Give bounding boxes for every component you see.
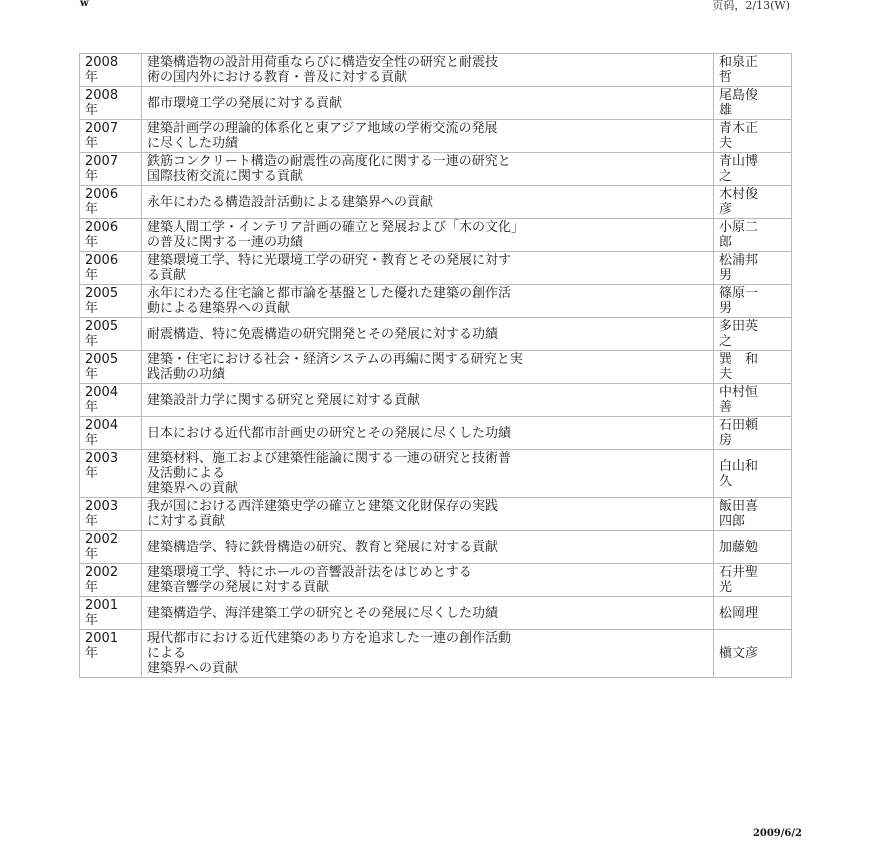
name-line: 石田頼 [719, 418, 759, 433]
award-recipient-cell [714, 384, 792, 417]
name-line: 青山博 [719, 154, 759, 169]
award-description-cell [142, 630, 714, 678]
award-row [80, 531, 792, 564]
name-line: 哲 [719, 70, 733, 85]
year-line: 年 [85, 613, 99, 628]
desc-line: 国際技術交流に関する貢献 [147, 169, 304, 184]
award-description-cell [142, 417, 714, 450]
name-line: 光 [719, 580, 733, 595]
award-description-cell [142, 318, 714, 351]
year-line: 2001 [85, 631, 119, 646]
desc-line: 建築音響学の発展に対する貢献 [147, 580, 330, 595]
desc-line: 建築構造物の設計用荷重ならびに構造安全性の研究と耐震技 [147, 55, 499, 70]
name-line: 木村俊 [719, 187, 759, 202]
award-recipient-cell [714, 153, 792, 186]
year-line: 年 [85, 169, 99, 184]
year-line: 2006 [85, 220, 119, 235]
award-row [80, 450, 792, 498]
name-line: 雄 [719, 103, 733, 118]
award-description-cell [142, 54, 714, 87]
year-line: 年 [85, 514, 99, 529]
desc-line: 鉄筋コンクリート構造の耐震性の高度化に関する一連の研究と [147, 154, 511, 169]
award-row [80, 285, 792, 318]
year-line: 年 [85, 235, 99, 250]
award-description-cell [142, 219, 714, 252]
name-line: 房 [719, 433, 733, 448]
award-description-cell [142, 531, 714, 564]
award-year-cell [80, 252, 142, 285]
year-line: 2008 [85, 88, 119, 103]
award-year-cell [80, 318, 142, 351]
award-row [80, 564, 792, 597]
name-line: 男 [719, 301, 733, 316]
desc-line: 建築環境工学、特に光環境工学の研究・教育とその発展に対す [147, 253, 512, 268]
name-line: 夫 [719, 136, 733, 151]
award-row [80, 252, 792, 285]
award-recipient-cell [714, 54, 792, 87]
name-line: 松岡理 [719, 605, 759, 621]
award-recipient-cell [714, 219, 792, 252]
year-line: 2008 [85, 55, 119, 70]
name-line: 郎 [719, 235, 733, 250]
name-line: 久 [719, 473, 733, 489]
year-line: 2005 [85, 352, 119, 367]
award-year-cell [80, 630, 142, 678]
name-line: 之 [719, 169, 733, 184]
award-recipient-cell [714, 351, 792, 384]
year-line: 2004 [85, 385, 119, 400]
award-description-cell [142, 498, 714, 531]
name-line: 青木正 [719, 121, 759, 136]
award-description-cell [142, 252, 714, 285]
award-row [80, 120, 792, 153]
name-line: 巽 和 [719, 352, 759, 367]
award-recipient-cell [714, 564, 792, 597]
desc-line: 建築材料、施工および建築性能論に関する一連の研究と技術普 [147, 451, 512, 466]
award-recipient-cell [714, 252, 792, 285]
name-line: 槇文彦 [719, 646, 759, 661]
desc-line: 建築人間工学・インテリア計画の確立と発展および「木の文化」 [147, 220, 525, 235]
award-description-cell [142, 597, 714, 630]
header-mark: w [80, 0, 89, 9]
award-recipient-cell [714, 417, 792, 450]
awards-table [79, 53, 792, 678]
desc-line: による [147, 646, 187, 661]
desc-line: 日本における近代都市計画史の研究とその発展に尽くした功績 [147, 425, 512, 441]
award-row [80, 87, 792, 120]
desc-line: 永年にわたる構造設計活動による建築界への貢献 [147, 194, 434, 210]
year-line: 2002 [85, 565, 119, 580]
award-recipient-cell [714, 87, 792, 120]
year-line: 2003 [85, 451, 119, 466]
award-recipient-cell [714, 120, 792, 153]
award-year-cell [80, 531, 142, 564]
award-year-cell [80, 417, 142, 450]
name-line: 四郎 [719, 514, 746, 529]
award-description-cell [142, 351, 714, 384]
year-line: 年 [85, 433, 99, 448]
award-year-cell [80, 153, 142, 186]
page-number: 页码，2/13(W) [712, 0, 790, 12]
desc-line: 建築計画学の理論的体系化と東アジア地域の学術交流の発展 [147, 121, 498, 136]
desc-line: 現代都市における近代建築のあり方を追求した一連の創作活動 [147, 631, 512, 646]
award-description-cell [142, 153, 714, 186]
desc-line: の普及に関する一連の功績 [147, 235, 304, 250]
year-line: 2004 [85, 418, 119, 433]
award-year-cell [80, 564, 142, 597]
year-line: 年 [85, 301, 99, 316]
name-line: 和泉正 [719, 55, 759, 70]
award-recipient-cell [714, 186, 792, 219]
year-line: 年 [85, 136, 99, 151]
desc-line: 及活動による [147, 466, 226, 481]
name-line: 男 [719, 268, 733, 283]
award-recipient-cell [714, 318, 792, 351]
award-description-cell [142, 384, 714, 417]
desc-line: 建築環境工学、特にホールの音響設計法をはじめとする [147, 565, 472, 580]
award-recipient-cell [714, 450, 792, 498]
year-line: 年 [85, 400, 99, 415]
year-line: 2006 [85, 187, 119, 202]
desc-line: 永年にわたる住宅論と都市論を基盤とした優れた建築の創作活 [147, 286, 512, 301]
award-description-cell [142, 564, 714, 597]
awards-table-body [80, 54, 792, 678]
footer-date: 2009/6/2 [752, 828, 802, 839]
award-row [80, 597, 792, 630]
award-recipient-cell [714, 498, 792, 531]
award-description-cell [142, 186, 714, 219]
desc-line: 建築構造学、特に鉄骨構造の研究、教育と発展に対する貢献 [147, 539, 499, 555]
year-line: 2007 [85, 154, 119, 169]
desc-line: 動による建築界への貢献 [147, 301, 291, 316]
name-line: 彦 [719, 202, 733, 217]
year-line: 2007 [85, 121, 119, 136]
award-year-cell [80, 384, 142, 417]
award-row [80, 351, 792, 384]
desc-line: 都市環境工学の発展に対する貢献 [147, 95, 343, 111]
year-line: 年 [85, 334, 99, 349]
award-recipient-cell [714, 597, 792, 630]
award-recipient-cell [714, 630, 792, 678]
award-row [80, 153, 792, 186]
award-row [80, 384, 792, 417]
year-line: 2006 [85, 253, 119, 268]
name-line: 篠原一 [719, 286, 759, 301]
year-line: 年 [85, 103, 99, 118]
year-line: 年 [85, 367, 99, 382]
award-year-cell [80, 450, 142, 498]
award-description-cell [142, 120, 714, 153]
name-line: 多田英 [719, 319, 759, 334]
award-year-cell [80, 597, 142, 630]
award-year-cell [80, 285, 142, 318]
desc-line: 耐震構造、特に免震構造の研究開発とその発展に対する功績 [147, 326, 499, 342]
name-line: 石井聖 [719, 565, 759, 580]
award-year-cell [80, 219, 142, 252]
name-line: 加藤勉 [719, 539, 759, 555]
award-row [80, 186, 792, 219]
year-line: 2005 [85, 319, 119, 334]
year-line: 年 [85, 580, 99, 595]
name-line: 之 [719, 334, 733, 349]
desc-line: に尽くした功績 [147, 136, 239, 151]
year-line: 年 [85, 202, 99, 217]
award-year-cell [80, 498, 142, 531]
year-line: 年 [85, 547, 99, 562]
desc-line: 我が国における西洋建築史学の確立と建築文化財保存の実践 [147, 499, 499, 514]
name-line: 小原二 [719, 220, 759, 235]
award-row [80, 318, 792, 351]
name-line: 善 [719, 400, 733, 415]
award-year-cell [80, 120, 142, 153]
award-year-cell [80, 87, 142, 120]
year-line: 年 [85, 646, 99, 661]
desc-line: る貢献 [147, 268, 187, 283]
award-row [80, 498, 792, 531]
name-line: 白山和 [719, 458, 759, 474]
award-year-cell [80, 186, 142, 219]
award-description-cell [142, 285, 714, 318]
year-line: 年 [85, 70, 99, 85]
desc-line: 践活動の功績 [147, 367, 226, 382]
year-line: 2005 [85, 286, 119, 301]
award-year-cell [80, 54, 142, 87]
year-line: 2003 [85, 499, 119, 514]
award-row [80, 219, 792, 252]
award-row [80, 54, 792, 87]
desc-line: 建築界への貢献 [147, 661, 239, 676]
year-line: 2002 [85, 532, 119, 547]
name-line: 夫 [719, 367, 733, 382]
year-line: 年 [85, 466, 99, 481]
award-recipient-cell [714, 285, 792, 318]
desc-line: 建築界への貢献 [147, 481, 239, 496]
award-description-cell [142, 87, 714, 120]
name-line: 中村恒 [719, 385, 759, 400]
name-line: 飯田喜 [719, 499, 759, 514]
award-row [80, 417, 792, 450]
desc-line: 術の国内外における教育・普及に対する貢献 [147, 70, 408, 85]
award-description-cell [142, 450, 714, 498]
desc-line: 建築構造学、海洋建築工学の研究とその発展に尽くした功績 [147, 605, 499, 621]
desc-line: に対する貢献 [147, 514, 226, 529]
award-recipient-cell [714, 531, 792, 564]
year-line: 2001 [85, 598, 119, 613]
award-year-cell [80, 351, 142, 384]
desc-line: 建築・住宅における社会・経済システムの再編に関する研究と実 [147, 352, 523, 367]
name-line: 松浦邦 [719, 253, 759, 268]
award-row [80, 630, 792, 678]
desc-line: 建築設計力学に関する研究と発展に対する貢献 [147, 392, 421, 408]
year-line: 年 [85, 268, 99, 283]
name-line: 尾島俊 [719, 88, 759, 103]
